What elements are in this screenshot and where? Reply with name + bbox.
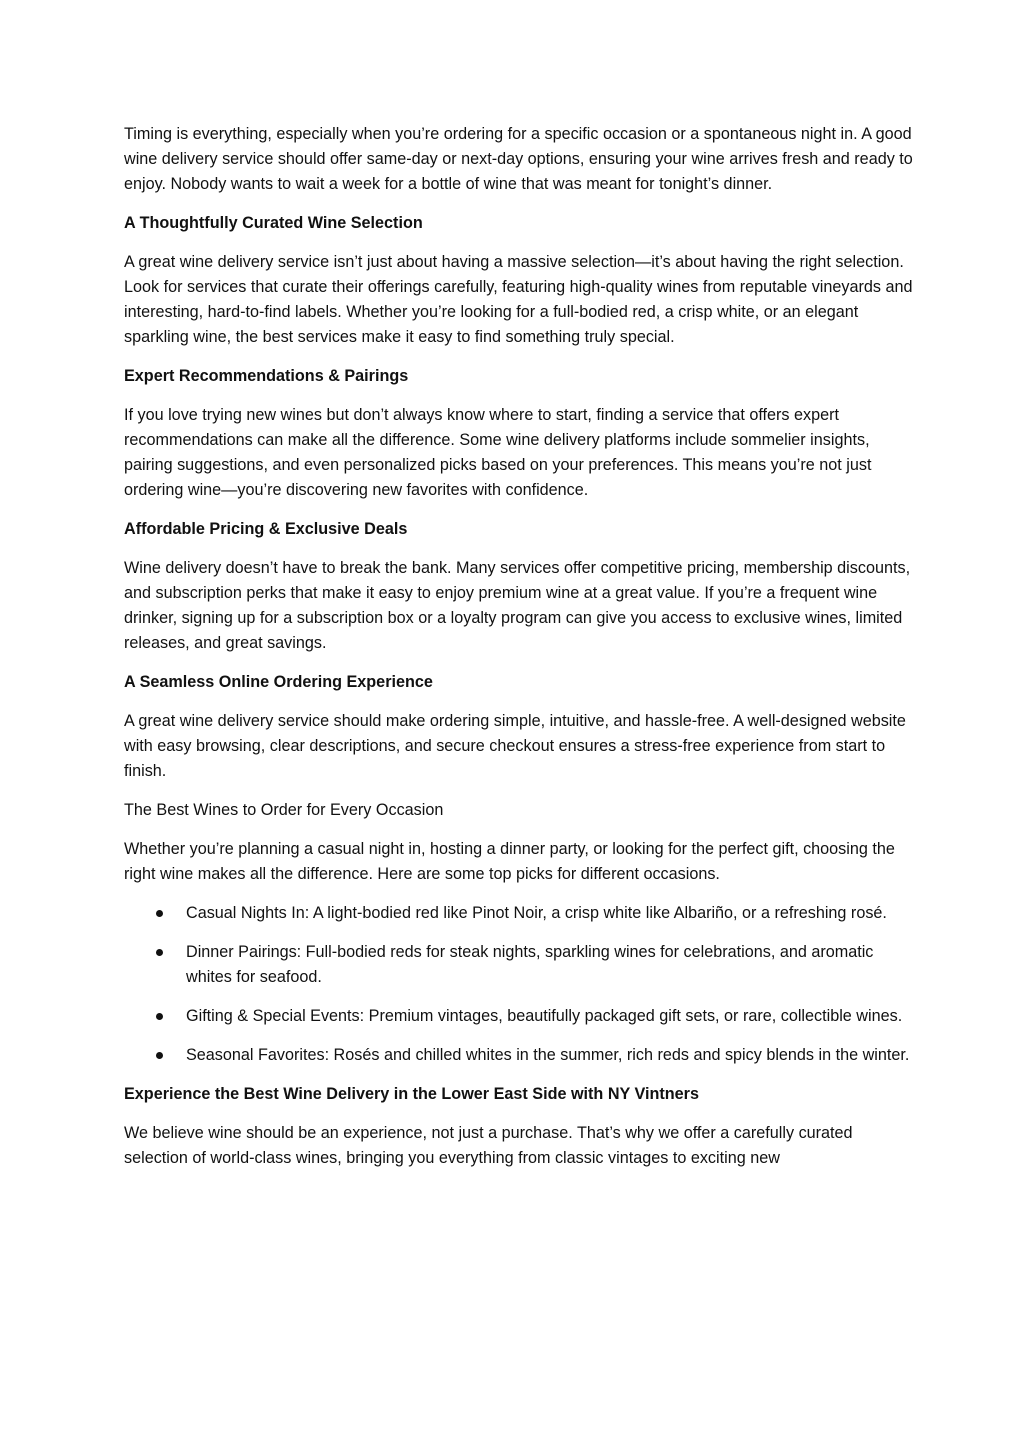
document-page xyxy=(124,122,914,1185)
heading-online-ordering: A Seamless Online Ordering Experience xyxy=(124,673,433,691)
heading-affordable-pricing: Affordable Pricing & Exclusive Deals xyxy=(124,520,408,538)
bullet-icon xyxy=(156,1013,163,1020)
heading-curated-selection: A Thoughtfully Curated Wine Selection xyxy=(124,214,423,232)
occasion-list xyxy=(124,901,914,1068)
list-item xyxy=(124,1004,914,1029)
bullet-icon xyxy=(156,1052,163,1059)
paragraph-affordable-pricing: Wine delivery doesn’t have to break the bank. Many services offer competitive pricing, membership discounts, and subscription perks that make it easy to enjoy premium wine at a great value. If you’re a frequent wine drinker, signing up for a subscription box or a loyalty program can give you access to exclusive wines, limited releases, and great savings. xyxy=(124,559,911,652)
list-item-text: Seasonal Favorites: Rosés and chilled whites in the summer, rich reds and spicy blends in the winter. xyxy=(186,1046,910,1064)
list-item xyxy=(124,1043,914,1068)
list-item-text: Casual Nights In: A light-bodied red like Pinot Noir, a crisp white like Albariño, or a refreshing rosé. xyxy=(186,904,887,922)
paragraph-online-ordering: A great wine delivery service should make ordering simple, intuitive, and hassle-free. A well-designed website with easy browsing, clear descriptions, and secure checkout ensures a stress-free experience from start to finish. xyxy=(124,712,906,780)
list-item xyxy=(124,901,914,926)
heading-ny-vintners: Experience the Best Wine Delivery in the Lower East Side with NY Vintners xyxy=(124,1085,699,1103)
bullet-icon xyxy=(156,910,163,917)
paragraph-ny-vintners: We believe wine should be an experience, not just a purchase. That’s why we offer a carefully curated selection of world-class wines, bringing you everything from classic vintages to exciting new xyxy=(124,1124,853,1167)
subheading-best-wines: The Best Wines to Order for Every Occasion xyxy=(124,801,444,819)
paragraph-expert-recommendations: If you love trying new wines but don’t always know where to start, finding a service that offers expert recommendations can make all the difference. Some wine delivery platforms include sommelier insights, pairing suggestions, and even personalized picks based on your preferences. This means you’re not just ordering wine—you’re discovering new favorites with confidence. xyxy=(124,406,872,499)
list-item-text: Gifting & Special Events: Premium vintages, beautifully packaged gift sets, or rare, collectible wines. xyxy=(186,1007,903,1025)
list-item xyxy=(124,940,914,990)
list-item-text: Dinner Pairings: Full-bodied reds for steak nights, sparkling wines for celebrations, and aromatic whites for seafood. xyxy=(186,943,874,986)
heading-expert-recommendations: Expert Recommendations & Pairings xyxy=(124,367,409,385)
paragraph-timing: Timing is everything, especially when you’re ordering for a specific occasion or a spontaneous night in. A good wine delivery service should offer same-day or next-day options, ensuring your wine arrives fresh and ready to enjoy. Nobody wants to wait a week for a bottle of wine that was meant for tonight’s dinner. xyxy=(124,125,913,193)
paragraph-best-wines: Whether you’re planning a casual night in, hosting a dinner party, or looking for the perfect gift, choosing the right wine makes all the difference. Here are some top picks for different occasions. xyxy=(124,840,895,883)
bullet-icon xyxy=(156,949,163,956)
paragraph-curated-selection: A great wine delivery service isn’t just about having a massive selection—it’s about having the right selection. Look for services that curate their offerings carefully, featuring high-quality wines from reputable vineyards and interesting, hard-to-find labels. Whether you’re looking for a full-bodied red, a crisp white, or an elegant sparkling wine, the best services make it easy to find something truly special. xyxy=(124,253,913,346)
